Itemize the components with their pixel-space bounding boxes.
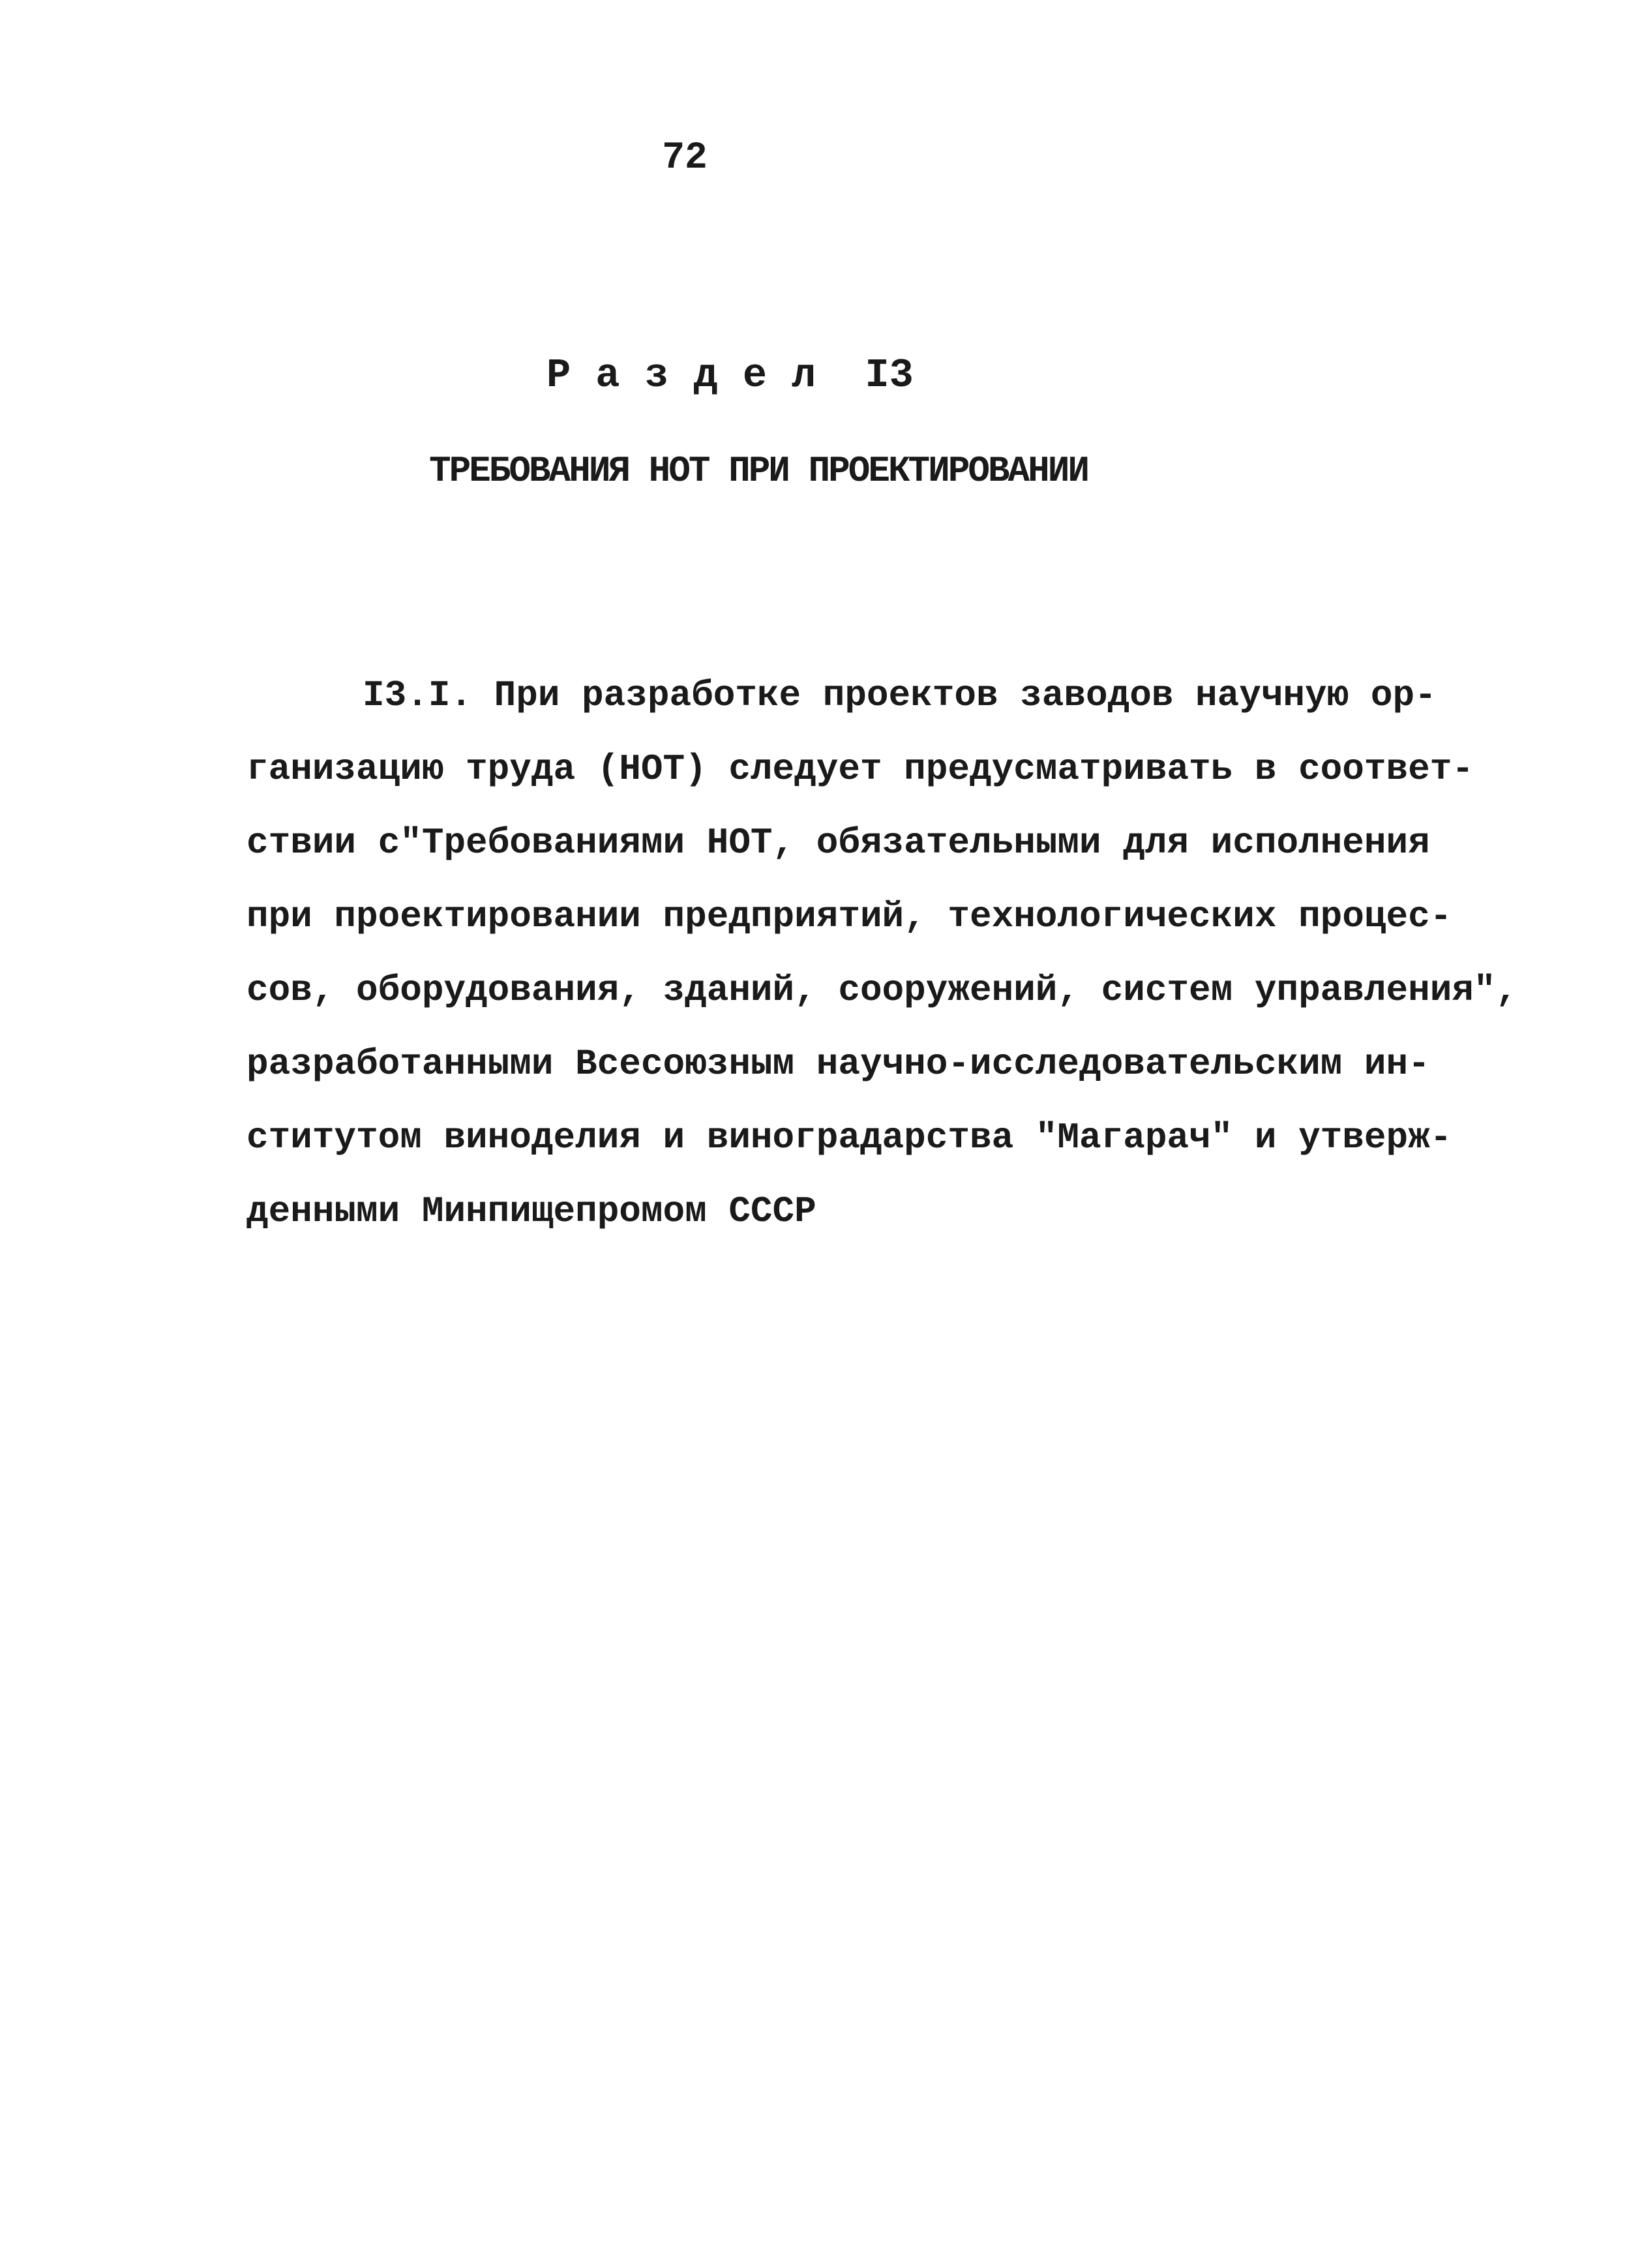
paragraph-line: денными Минпищепромом СССР bbox=[247, 1190, 816, 1232]
section-heading bbox=[546, 352, 914, 399]
paragraph-line: ствии с"Требованиями НОТ, обязательными для исполнения bbox=[247, 822, 1430, 864]
paragraph-line: разработанными Всесоюзным научно-исследовательским ин- bbox=[247, 1043, 1430, 1085]
paragraph-line: I3.I. При разработке проектов заводов научную ор- bbox=[363, 674, 1437, 716]
paragraph-line: сов, оборудования, зданий, сооружений, систем управления", bbox=[247, 969, 1518, 1011]
paragraph-line: ститутом виноделия и виноградарства "Магарач" и утверж- bbox=[247, 1117, 1452, 1158]
section-word: Раздел bbox=[546, 352, 841, 399]
paragraph-line: при проектировании предприятий, технологических процес- bbox=[247, 896, 1452, 937]
paragraph-line: ганизацию труда (НОТ) следует предусматривать в соответ- bbox=[247, 748, 1474, 790]
section-number: I3 bbox=[865, 352, 914, 399]
section-title: ТРЕБОВАНИЯ НОТ ПРИ ПРОЕКТИРОВАНИИ bbox=[429, 450, 1088, 492]
page-number: 72 bbox=[662, 137, 708, 179]
paragraph-13-1 bbox=[247, 659, 1518, 1248]
